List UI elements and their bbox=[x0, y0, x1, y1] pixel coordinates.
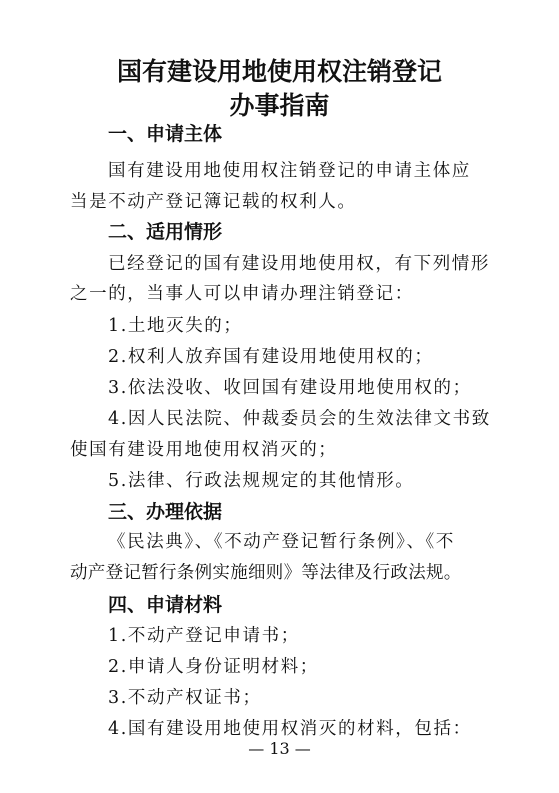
list-item: 1.不动产登记申请书； bbox=[108, 626, 300, 646]
paragraph-line: 之一的，当事人可以申请办理注销登记： bbox=[70, 284, 414, 304]
list-item-continuation: 使国有建设用地使用权消灭的； bbox=[70, 440, 338, 460]
list-item: 3.不动产权证书； bbox=[108, 688, 262, 708]
section-heading-legal-basis: 三、办理依据 bbox=[108, 501, 223, 523]
page-number: — 13 — bbox=[248, 739, 311, 758]
list-item: 4.因人民法院、仲裁委员会的生效法律文书致 bbox=[108, 409, 491, 429]
paragraph-line: 动产登记暂行条例实施细则》等法律及行政法规。 bbox=[70, 563, 462, 583]
list-item: 2.权利人放弃国有建设用地使用权的； bbox=[108, 347, 434, 367]
paragraph-line: 当是不动产登记簿记载的权利人。 bbox=[70, 192, 357, 212]
list-item: 4.国有建设用地使用权消灭的材料，包括： bbox=[108, 719, 472, 739]
section-heading-applicant: 一、申请主体 bbox=[108, 123, 223, 145]
paragraph-line: 已经登记的国有建设用地使用权，有下列情形 bbox=[108, 254, 490, 274]
list-item: 2.申请人身份证明材料； bbox=[108, 657, 319, 677]
section-heading-materials: 四、申请材料 bbox=[108, 594, 223, 616]
document-title: 国有建设用地使用权注销登记 bbox=[116, 57, 442, 86]
list-item: 5.法律、行政法规规定的其他情形。 bbox=[108, 471, 415, 491]
paragraph-line: 《民法典》、《不动产登记暂行条例》、《不 bbox=[108, 532, 455, 552]
paragraph-line: 国有建设用地使用权注销登记的申请主体应 bbox=[108, 161, 471, 181]
section-heading-applicable-cases: 二、适用情形 bbox=[108, 221, 223, 243]
document-subtitle: 办事指南 bbox=[229, 91, 330, 120]
list-item: 3.依法没收、收回国有建设用地使用权的； bbox=[108, 378, 472, 398]
list-item: 1.土地灭失的； bbox=[108, 316, 243, 336]
